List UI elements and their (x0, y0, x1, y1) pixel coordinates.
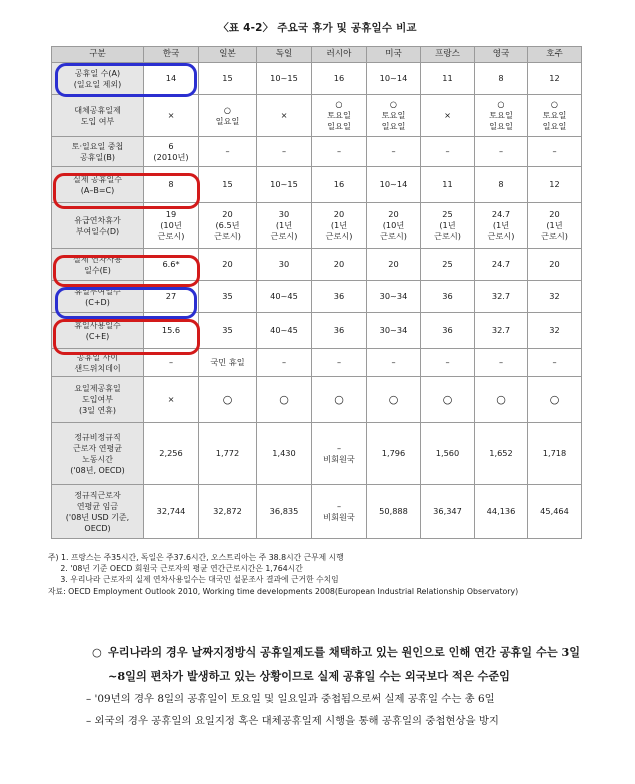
table-row (52, 313, 582, 349)
table-cell: 32,872 (199, 485, 257, 539)
table-cell: ○ (475, 377, 528, 423)
table-cell: – 비회원국 (312, 485, 367, 539)
table-cell: 10~15 (257, 63, 312, 95)
table-cell: – (367, 349, 421, 377)
body-text (86, 640, 592, 732)
main-bullet-text: 우리나라의 경우 날짜지정방식 공휴일제도를 채택하고 있는 원인으로 인해 연간 공휴일 수는 3일~8일의 편차가 발생하고 있는 상황이므로 실제 공휴일 수는 외국보다 적은 수준임 (108, 645, 581, 683)
table-cell: 20 (199, 249, 257, 281)
row-label: 정규비정규직 근로자 연평균 노동시간 ('08년, OECD) (52, 423, 144, 485)
table-cell: × (257, 95, 312, 137)
table-cell: 30~34 (367, 281, 421, 313)
table-cell: – (312, 137, 367, 167)
table-cell: ○ (199, 377, 257, 423)
table-cell: – (421, 349, 475, 377)
table-cell: 24.7 (475, 249, 528, 281)
table-cell: 36 (312, 313, 367, 349)
note-3: 3. 우리나라 근로자의 실제 연차사용일수는 대국민 설문조사 결과에 근거한 수치임 (48, 575, 339, 585)
table-cell: 1,772 (199, 423, 257, 485)
header-uk: 영국 (475, 47, 528, 63)
table-cell: ○ 일요일 (199, 95, 257, 137)
table-cell: – (528, 349, 582, 377)
table-cell: 32,744 (144, 485, 199, 539)
row-label: 유급연차휴가 부여일수(D) (52, 203, 144, 249)
table-cell: 15 (199, 63, 257, 95)
table-cell: 20 (10년 근로시) (367, 203, 421, 249)
table-cell: 40~45 (257, 281, 312, 313)
table-cell: 16 (312, 167, 367, 203)
row-label: 실제 연차사용 일수(E) (52, 249, 144, 281)
table-cell: 14 (144, 63, 199, 95)
table-cell: – (475, 137, 528, 167)
table-cell: ○ 토요일 일요일 (528, 95, 582, 137)
table-cell: 25 (421, 249, 475, 281)
table-row (52, 167, 582, 203)
comparison-table (51, 46, 582, 539)
table-cell: 10~15 (257, 167, 312, 203)
table-cell: 19 (10년 근로시) (144, 203, 199, 249)
table-cell: 44,136 (475, 485, 528, 539)
table-row (52, 203, 582, 249)
table-cell: 20 (6.5년 근로시) (199, 203, 257, 249)
sub-bullet-2: – 외국의 경우 공휴일의 요일지정 혹은 대체공휴일제 시행을 통해 공휴일의 중첩현상을 방지 (86, 715, 499, 727)
table-cell: 12 (528, 167, 582, 203)
table-cell: – 비회원국 (312, 423, 367, 485)
table-row (52, 137, 582, 167)
table-cell: 20 (367, 249, 421, 281)
table-cell: 국민 휴일 (199, 349, 257, 377)
header-france: 프랑스 (421, 47, 475, 63)
table-cell: 36 (421, 281, 475, 313)
table-cell: 36 (312, 281, 367, 313)
table-cell: 8 (475, 63, 528, 95)
source-note: 자료: OECD Employment Outlook 2010, Working time developments 2008(European Industrial Relationship Observatory) (48, 586, 519, 596)
header-category: 구분 (52, 47, 144, 63)
table-cell: – (199, 137, 257, 167)
table-notes (48, 552, 608, 597)
row-label: 요일제공휴일 도입여부 (3일 연휴) (52, 377, 144, 423)
table-cell: 36,347 (421, 485, 475, 539)
table-row (52, 281, 582, 313)
table-cell: 27 (144, 281, 199, 313)
table-cell: 32 (528, 313, 582, 349)
table-cell: 30~34 (367, 313, 421, 349)
row-label: 공휴일 수(A) (일요일 제외) (52, 63, 144, 95)
table-cell: 1,652 (475, 423, 528, 485)
table-row (52, 63, 582, 95)
table-cell: 20 (528, 249, 582, 281)
table-row (52, 377, 582, 423)
table-cell: 30 (1년 근로시) (257, 203, 312, 249)
table-cell: 32 (528, 281, 582, 313)
note-2: 2. '08년 기준 OECD 회원국 근로자의 평균 연간근로시간은 1,764시간 (48, 564, 303, 574)
table-cell: 25 (1년 근로시) (421, 203, 475, 249)
table-cell: 15.6 (144, 313, 199, 349)
table-cell: – (528, 137, 582, 167)
table-cell: 11 (421, 63, 475, 95)
row-label: 대체공휴일제 도입 여부 (52, 95, 144, 137)
sub-bullet-1: – '09년의 경우 8일의 공휴일이 토요일 및 일요일과 중첩됨으로써 실제 공휴일 수는 총 6일 (86, 693, 495, 705)
table-cell: 40~45 (257, 313, 312, 349)
table-cell: ○ 토요일 일요일 (367, 95, 421, 137)
header-australia: 호주 (528, 47, 582, 63)
table-cell: 1,430 (257, 423, 312, 485)
row-label: 정규직근로자 연평균 임금 ('08년 USD 기준, OECD) (52, 485, 144, 539)
table-cell: 20 (1년 근로시) (312, 203, 367, 249)
table-cell: 36 (421, 313, 475, 349)
header-korea: 한국 (144, 47, 199, 63)
table-cell: 32.7 (475, 281, 528, 313)
table-title: 〈표 4-2〉 주요국 휴가 및 공휴일수 비교 (218, 22, 417, 34)
row-label: 실제 공휴일수 (A–B=C) (52, 167, 144, 203)
row-label: 공휴일 사이 샌드위치데이 (52, 349, 144, 377)
table-row (52, 485, 582, 539)
table-cell: ○ 토요일 일요일 (475, 95, 528, 137)
main-bullet (92, 640, 592, 688)
table-cell: 10~14 (367, 167, 421, 203)
table-cell: 6 (2010년) (144, 137, 199, 167)
table-cell: 16 (312, 63, 367, 95)
table-cell: ○ 토요일 일요일 (312, 95, 367, 137)
table-row (52, 423, 582, 485)
table-cell: 12 (528, 63, 582, 95)
table-cell: × (421, 95, 475, 137)
table-cell: 8 (475, 167, 528, 203)
table-cell: ○ (421, 377, 475, 423)
table-cell: 50,888 (367, 485, 421, 539)
table-cell: 11 (421, 167, 475, 203)
table-row (52, 249, 582, 281)
row-label: 휴일사용일수 (C+E) (52, 313, 144, 349)
table-row (52, 349, 582, 377)
table-cell: – (475, 349, 528, 377)
table-cell: 15 (199, 167, 257, 203)
table-cell: – (257, 349, 312, 377)
table-cell: ○ (367, 377, 421, 423)
table-cell: 36,835 (257, 485, 312, 539)
table-cell: 1,560 (421, 423, 475, 485)
table-cell: ○ (312, 377, 367, 423)
table-cell: 35 (199, 281, 257, 313)
table-cell: 8 (144, 167, 199, 203)
table-cell: 2,256 (144, 423, 199, 485)
table-cell: 6.6* (144, 249, 199, 281)
table-cell: 30 (257, 249, 312, 281)
note-1: 주) 1. 프랑스는 주35시간, 독일은 주37.6시간, 오스트리아는 주 38.8시간 근무제 시행 (48, 553, 344, 562)
table-cell: 24.7 (1년 근로시) (475, 203, 528, 249)
table-cell: 20 (312, 249, 367, 281)
row-label: 토·일요일 중첩 공휴일(B) (52, 137, 144, 167)
table-cell: – (144, 349, 199, 377)
table-cell: × (144, 95, 199, 137)
table-cell: 35 (199, 313, 257, 349)
header-row (52, 47, 582, 63)
table-cell: × (144, 377, 199, 423)
table-cell: – (312, 349, 367, 377)
header-germany: 독일 (257, 47, 312, 63)
header-russia: 러시아 (312, 47, 367, 63)
table-cell: 32.7 (475, 313, 528, 349)
table-cell: 1,718 (528, 423, 582, 485)
table-cell: 1,796 (367, 423, 421, 485)
table-cell: – (367, 137, 421, 167)
table-cell: – (421, 137, 475, 167)
table-cell: ○ (528, 377, 582, 423)
table-row (52, 95, 582, 137)
header-usa: 미국 (367, 47, 421, 63)
table-cell: 10~14 (367, 63, 421, 95)
table-cell: ○ (257, 377, 312, 423)
table-cell: 20 (1년 근로시) (528, 203, 582, 249)
table-cell: – (257, 137, 312, 167)
table-cell: 45,464 (528, 485, 582, 539)
bullet-circle-icon: ○ (92, 645, 102, 659)
header-japan: 일본 (199, 47, 257, 63)
row-label: 휴일부여일수 (C+D) (52, 281, 144, 313)
